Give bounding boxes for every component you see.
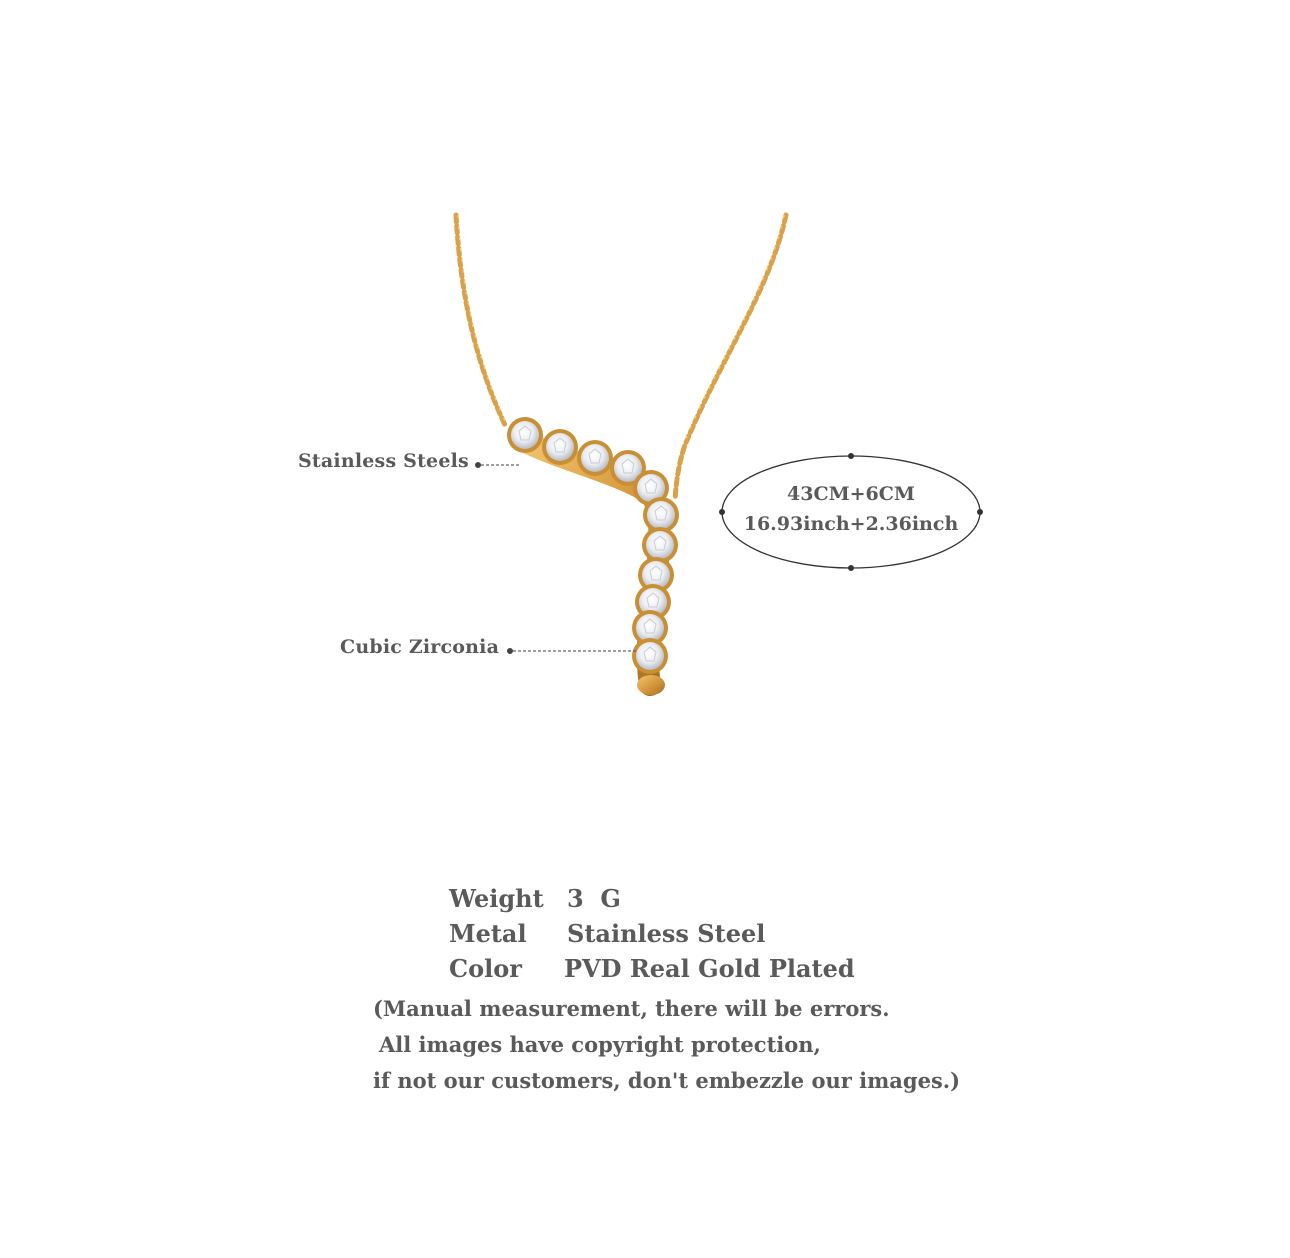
chain-left	[456, 215, 505, 425]
spec-value: 3 G	[567, 884, 621, 913]
disclaimer-notes	[373, 996, 960, 1104]
cubic-zirconia-callout: Cubic Zirconia	[340, 636, 500, 658]
note-line: (Manual measurement, there will be errors.	[373, 996, 890, 1021]
note-line: All images have copyright protection,	[379, 1032, 821, 1057]
spec-key: Weight	[449, 884, 544, 913]
size-ellipse	[719, 453, 983, 571]
stainless-steel-callout: Stainless Steels	[298, 450, 469, 472]
size-metric: 43CM+6CM	[787, 483, 915, 505]
zirconia-stones	[507, 417, 679, 695]
spec-value: PVD Real Gold Plated	[564, 954, 855, 983]
spec-value: Stainless Steel	[567, 919, 766, 948]
note-line: if not our customers, don't embezzle our images.)	[373, 1068, 961, 1093]
size-imperial: 16.93inch+2.36inch	[743, 513, 959, 535]
callout-leaders	[475, 462, 636, 654]
spec-key: Color	[449, 954, 522, 983]
spec-key: Metal	[449, 919, 527, 948]
chain-right	[675, 215, 786, 500]
